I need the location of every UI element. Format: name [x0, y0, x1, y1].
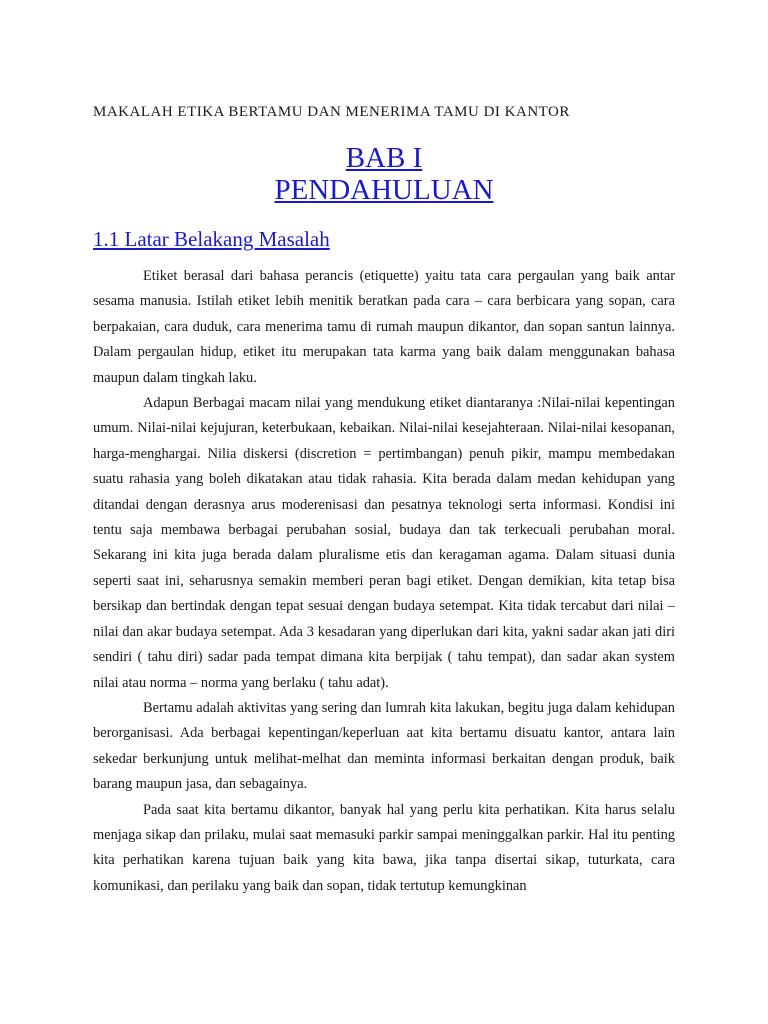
chapter-title: PENDAHULUAN	[274, 174, 494, 206]
paragraph: Pada saat kita bertamu dikantor, banyak hal yang perlu kita perhatikan. Kita harus selalu menjaga sikap dan prilaku, mulai saat memasuki parkir sampai meninggalkan parkir. Hal itu penting kita perhatikan karena tujuan baik yang kita bawa, jika tanpa disertai sikap, tuturkata, cara komunikasi, dan perilaku yang baik dan sopan, tidak tertutup kemungkinan	[93, 801, 675, 894]
paragraph: Bertamu adalah aktivitas yang sering dan lumrah kita lakukan, begitu juga dalam kehidupan berorganisasi. Ada berbagai kepentingan/keperluan aat kita bertamu disuatu kantor, antara lain sekedar berkunjung untuk melihat-melhat dan meminta informasi berkaitan dengan produk, baik barang maupun jasa, dan sebagainya.	[93, 699, 675, 793]
paragraph: Adapun Berbagai macam nilai yang mendukung etiket diantaranya :Nilai-nilai kepentingan umum. Nilai-nilai kejujuran, keterbukaan, kebaikan. Nilai-nilai kesejahteraan. Nilai-nilai kesopanan, harga-menghargai. Nilia diskersi (discretion = pertimbangan) penuh pikir, mampu membedakan suatu rahasia yang boleh dikatakan atau tidak rahasia. Kita berada dalam medan kehidupan yang ditandai dengan derasnya arus moderenisasi dan pesatnya teknologi serta informasi. Kondisi ini tentu saja membawa berbagai perubahan sosial, budaya dan tak terkecuali perubahan moral. Sekarang ini kita juga berada dalam pluralisme etis dan keragaman agama. Dalam situasi dunia seperti saat ini, seharusnya semakin memberi peran bagi etiket. Dengan demikian, kita tetap bisa bersikap dan bertindak dengan tepat sesuai dengan budaya setempat. Kita tidak tercabut dari nilai – nilai dan akar budaya setempat. Ada 3 kesadaran yang diperlukan dari kita, yakni sadar akan jati diri sendiri ( tahu diri) sadar pada tempat dimana kita berpijak ( tahu tempat), dan sadar akan system nilai atau norma – norma yang berlaku ( tahu adat).	[93, 395, 675, 691]
section-heading: 1.1 Latar Belakang Masalah	[93, 227, 330, 251]
chapter-number: BAB I	[345, 142, 423, 174]
document-title: MAKALAH ETIKA BERTAMU DAN MENERIMA TAMU DI KANTOR	[93, 104, 570, 120]
paragraph: Etiket berasal dari bahasa perancis (etiquette) yaitu tata cara pergaulan yang baik antar sesama manusia. Istilah etiket lebih menitik beratkan pada cara – cara berbicara yang sopan, cara berpakaian, cara duduk, cara menerima tamu di rumah maupun dikantor, dan sopan santun lainnya. Dalam pergaulan hidup, etiket itu merupakan tata karma yang baik dalam menggunakan bahasa maupun dalam tingkah laku.	[93, 268, 675, 386]
body-text	[93, 264, 675, 899]
